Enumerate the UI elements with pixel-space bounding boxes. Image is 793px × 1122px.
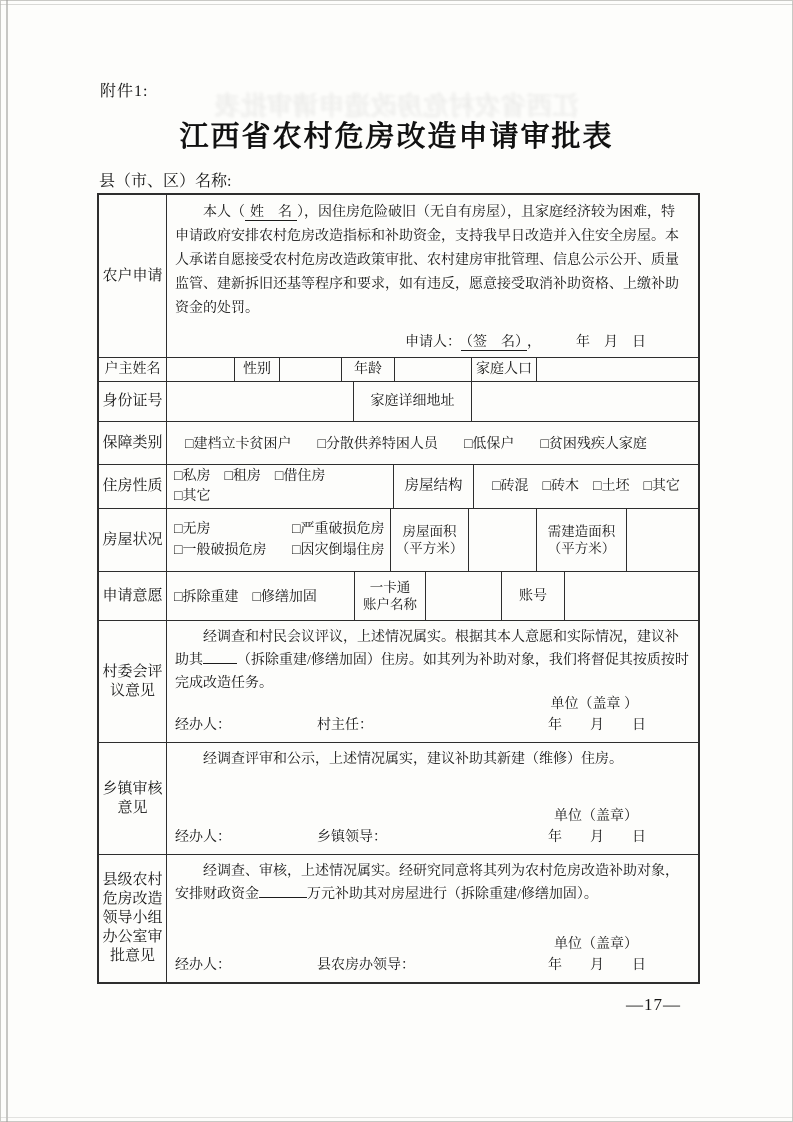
township-review-paragraph: 经调查评审和公示，上述情况属实，建议补助其新建（维修）住房。: [203, 752, 623, 767]
farmer-statement-paragraph: [175, 201, 688, 321]
village-date-label: 年 月 日: [548, 718, 646, 733]
village-unit-seal-line: 单位（盖章 ）: [550, 697, 638, 712]
card-account-name-field: [426, 572, 502, 620]
card-label-line1: 一卡通: [369, 580, 411, 595]
card-account-name-label: [355, 572, 426, 620]
county-approval-content: [167, 855, 698, 982]
row-county-approval: [99, 855, 698, 982]
house-area-line2: （平方米）: [395, 541, 464, 556]
checkbox-severely-damaged: □严重破损危房: [292, 521, 385, 537]
township-blank-space: [175, 771, 690, 807]
scan-edge-left: [6, 0, 8, 1122]
township-review-content: [167, 743, 698, 854]
county-amount-blank: [259, 885, 307, 898]
village-seg2: （拆除重建/修缮加固）住房。如其列为补助对象，我们将督促其按质按时完成改造任务。: [175, 653, 689, 691]
township-date-label: 年 月 日: [548, 830, 646, 845]
county-signature-line: [175, 955, 690, 977]
statement-seg1: 本人（: [203, 205, 245, 220]
housing-condition-label: 房屋状况: [99, 509, 167, 571]
intent-options: □拆除重建 □修缮加固: [167, 572, 355, 620]
bleed-through-ghost: 江西省农村危房改造申请审批表: [214, 91, 579, 121]
village-review-content: [167, 621, 698, 742]
id-number-field: [167, 382, 354, 421]
township-head-label: 乡镇领导：: [317, 830, 387, 845]
row-householder-info: [99, 358, 698, 382]
row-guarantee-category: [99, 422, 698, 465]
intent-label: 申请意愿: [99, 572, 167, 620]
village-review-paragraph: [175, 626, 690, 695]
housing-nature-label: 住房性质: [99, 465, 167, 508]
county-blank-space: [175, 906, 690, 935]
applicant-label: 申请人：: [405, 335, 461, 350]
card-label-line2: 账户名称: [363, 597, 417, 612]
village-fill-blank: [203, 651, 237, 664]
build-area-line2: （平方米）: [547, 541, 616, 556]
row-label-farmer-application: 农户申请: [99, 195, 167, 357]
page-number: —17—: [626, 995, 681, 1014]
row-housing-condition: [99, 509, 698, 572]
county-name-label: 县（市、区）名称:: [99, 173, 232, 190]
applicant-date-text: ， 年 月 日: [527, 335, 646, 350]
build-area-label-text: [548, 523, 616, 557]
county-seg2: 万元补助其对房屋进行（拆除重建/修缮加固）。: [307, 887, 598, 902]
build-area-field: [627, 509, 698, 571]
house-area-field: [469, 509, 537, 571]
structure-options: □砖混 □砖木 □土坯 □其它: [492, 479, 680, 494]
township-handler-label: 经办人：: [175, 830, 231, 845]
county-approval-label: 县级农村危房改造领导小组办公室审批意见: [99, 855, 167, 982]
row-village-review: [99, 621, 698, 743]
row-application-intent: [99, 572, 698, 621]
checkbox-generally-damaged: □一般破损危房: [174, 542, 267, 558]
attachment-label: 附件1:: [100, 83, 149, 100]
farmer-application-statement: [167, 195, 698, 357]
village-review-label: 村委会评议意见: [99, 621, 167, 742]
householder-name-field: [167, 358, 235, 381]
name-blank-underline: 姓 名: [245, 205, 297, 221]
scan-edge-bottom: [0, 1117, 793, 1118]
applicant-signature-line: [175, 331, 688, 355]
township-signature-line: [175, 827, 690, 849]
checkbox-no-house: □无房: [174, 521, 211, 537]
nature-options-line2: □其它: [174, 488, 211, 504]
checkbox-registered-poor: □建档立卡贫困户: [185, 437, 292, 452]
id-number-label: 身份证号: [99, 382, 167, 421]
nature-options-line1: □私房 □租房 □借住房: [174, 468, 326, 484]
county-head-label: 县农房办领导：: [317, 958, 415, 973]
family-size-label: 家庭人口: [472, 358, 537, 381]
card-account-label-text: [363, 579, 417, 613]
gender-field: [280, 358, 342, 381]
account-number-label: 账号: [502, 572, 565, 620]
township-review-label: 乡镇审核意见: [99, 743, 167, 854]
village-seg1: 经调查和村民会议评议，上述情况属实。根据其本人意愿和实际情况，建议补助其: [175, 630, 679, 668]
application-form-table: [97, 193, 700, 984]
scan-edge-top: [0, 4, 793, 5]
row-farmer-application: [99, 195, 698, 358]
address-label: 家庭详细地址: [354, 382, 472, 421]
county-handler-label: 经办人：: [175, 958, 231, 973]
checkbox-low-income: □低保户: [463, 437, 515, 452]
signature-blank-underline: （签 名）: [461, 335, 527, 351]
county-date-label: 年 月 日: [548, 958, 646, 973]
house-area-label-text: [396, 523, 464, 557]
house-area-line1: 房屋面积: [402, 524, 457, 539]
village-handler-label: 经办人：: [175, 718, 231, 733]
housing-condition-options: [167, 509, 391, 571]
guarantee-label: 保障类别: [99, 422, 167, 464]
housing-nature-options: [167, 465, 394, 508]
row-identity: [99, 382, 698, 422]
checkbox-disabled-family: □贫困残疾人家庭: [540, 437, 647, 452]
gender-label: 性别: [235, 358, 280, 381]
age-label: 年龄: [342, 358, 395, 381]
row-housing-nature: [99, 465, 698, 509]
house-area-label: [391, 509, 469, 571]
township-unit-seal-line: 单位（盖章）: [554, 809, 638, 824]
county-approval-paragraph: [175, 860, 690, 906]
householder-name-label: 户主姓名: [99, 358, 167, 381]
family-size-field: [537, 358, 698, 381]
structure-label: 房屋结构: [394, 465, 474, 508]
checkbox-disaster-collapsed: □因灾倒塌住房: [292, 542, 385, 558]
account-number-field: [565, 572, 698, 620]
county-unit-seal-line: 单位（盖章）: [554, 937, 638, 952]
guarantee-options: [167, 422, 698, 464]
document-title: 江西省农村危房改造申请审批表: [179, 121, 614, 153]
build-area-label: [537, 509, 627, 571]
village-signature-line: [175, 715, 690, 737]
address-field: [472, 382, 698, 421]
statement-seg2: ），因住房危险破旧（无自有房屋），且家庭经济较为困难，特申请政府安排农村危房改造指标和补助资金，支持我早日改造并入住安全房屋。本人承诺自愿接受农村危房改造政策审批、农村建房审批管理、信息公示公开、质量监管、建新拆旧还基等程序和要求，如有违反，愿意接受取消补助资格、上缴补助资金的处罚。: [175, 205, 679, 316]
county-seg1: 经调查、审核，上述情况属实。经研究同意将其列为农村危房改造补助对象，安排财政资金: [175, 864, 679, 902]
build-area-line1: 需建造面积: [547, 524, 616, 539]
age-field: [395, 358, 472, 381]
row-township-review: [99, 743, 698, 855]
village-head-label: 村主任：: [317, 718, 373, 733]
checkbox-scattered-support: □分散供养特困人员: [317, 437, 438, 452]
